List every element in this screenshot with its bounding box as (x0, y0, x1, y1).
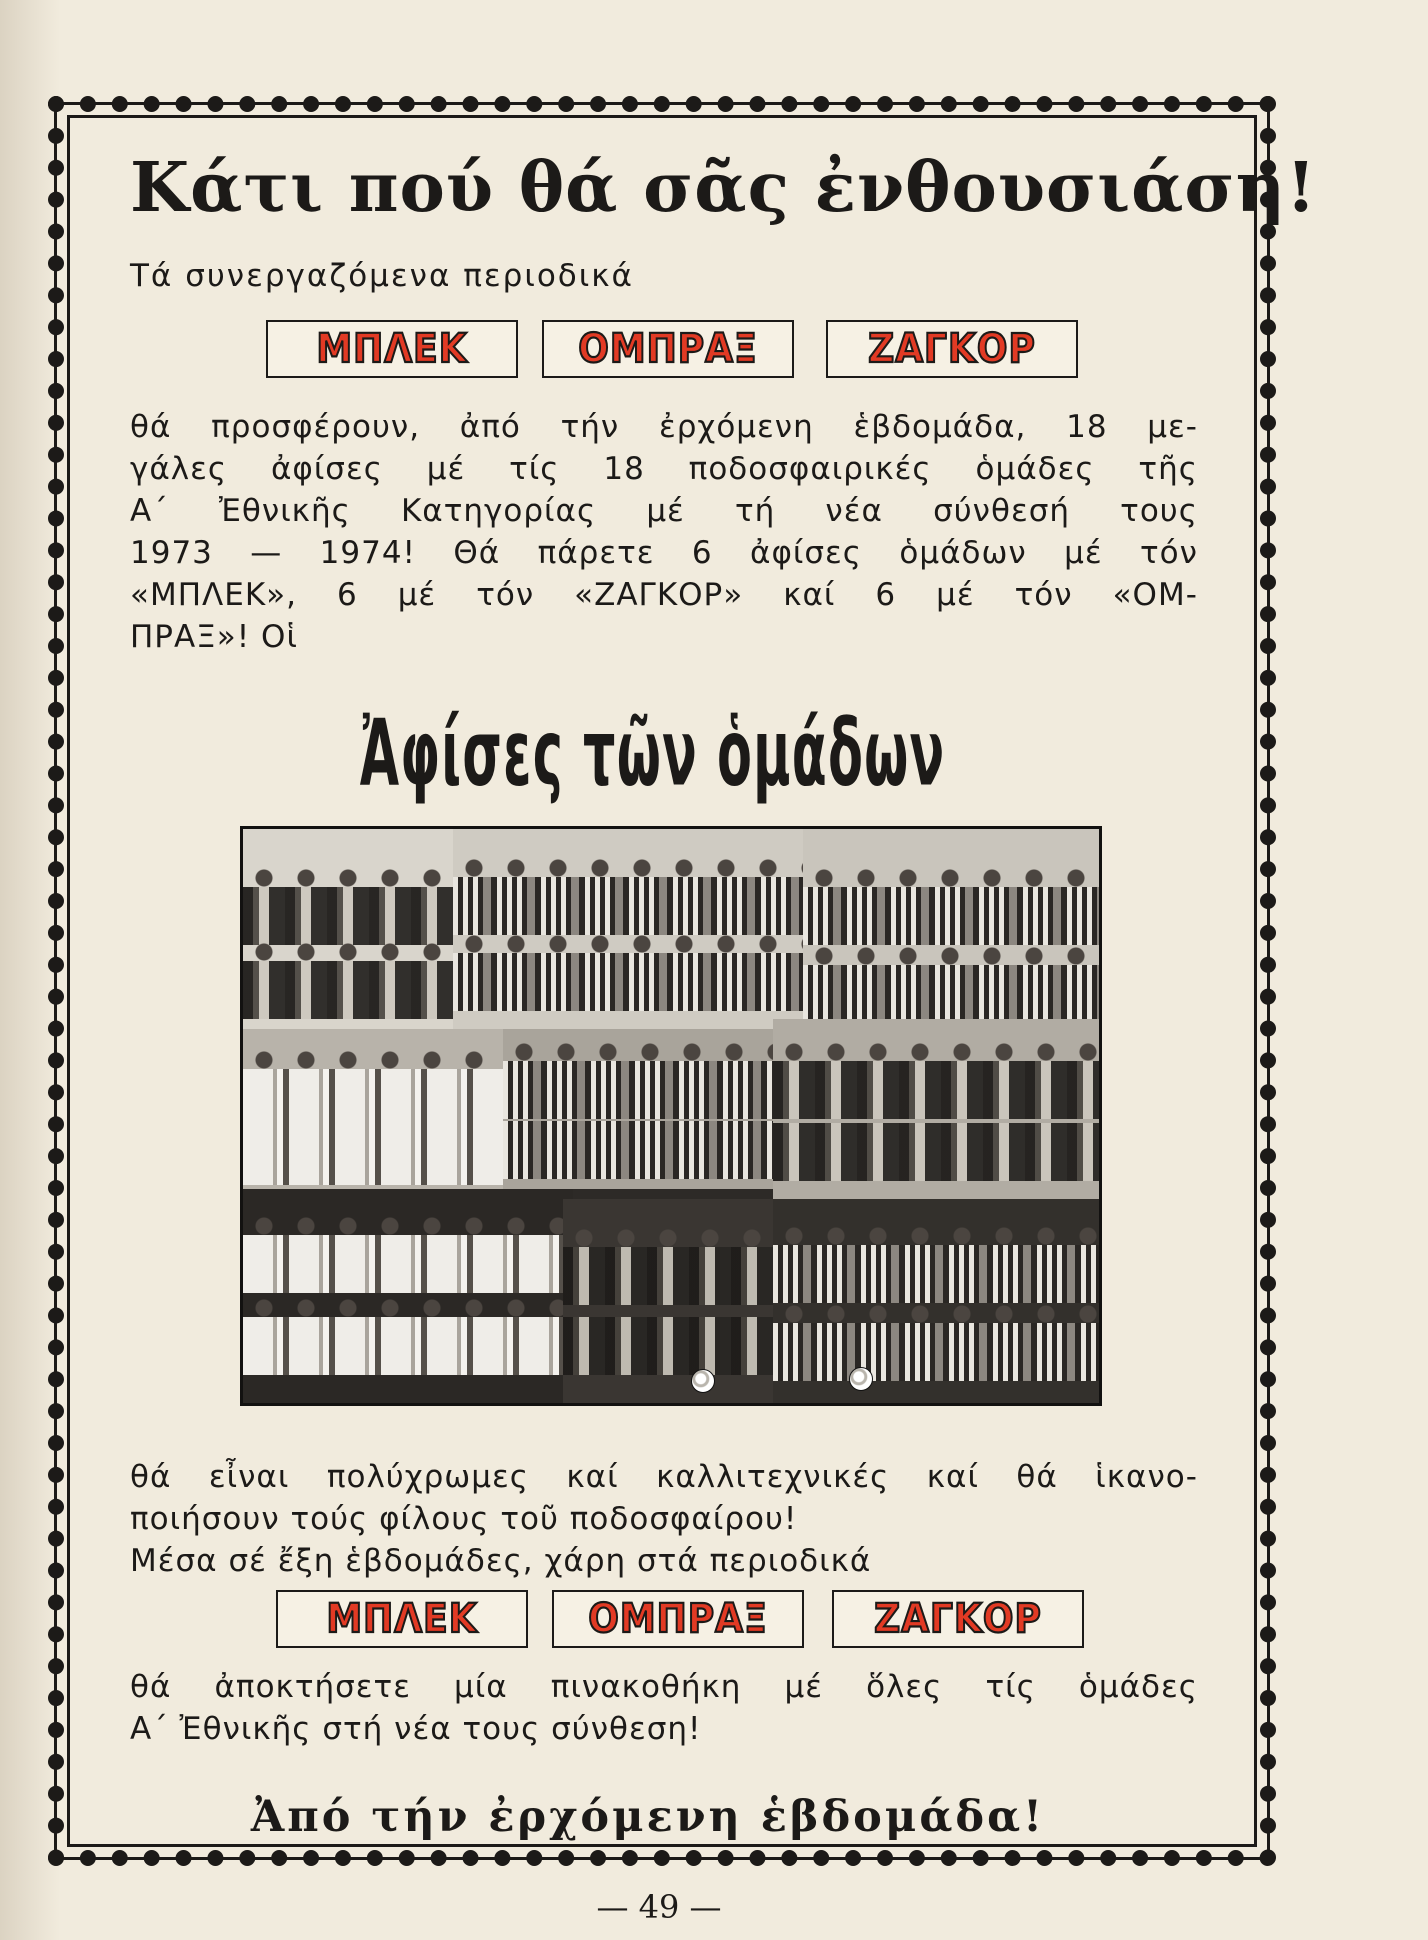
paragraph-1-line: «ΜΠΛΕΚ», 6 μέ τόν «ΖΑΓΚΟΡ» καί 6 μέ τόν «ΟΜ- (130, 577, 1198, 613)
team-photo-panel (243, 1029, 523, 1189)
logo-blek (266, 320, 518, 378)
paragraph-2-line: θά εἶναι πολύχρωμες καί καλλιτεχνικές καί θά ἱκανο- (130, 1459, 1198, 1495)
paragraph-2-line: Μέσα σέ ἔξη ἑβδομάδες, χάρη στά περιοδικά (130, 1543, 872, 1579)
closing-line: Ἀπό τήν ἐρχόμενη ἑβδομάδα! (250, 1792, 1046, 1842)
paragraph-1-line: 1973 — 1974! Θά πάρετε 6 ἀφίσες ὁμάδων μέ τόν (130, 535, 1198, 571)
paragraph-2 (130, 1456, 1198, 1582)
logo-ompraks-text: ΟΜΠΡΑΞ (578, 326, 758, 372)
paragraph-1-line: ΠΡΑΞ»! Οἱ (130, 619, 298, 655)
paragraph-1-line: Α΄ Ἐθνικῆς Κατηγορίας μέ τή νέα σύνθεσή τους (130, 493, 1198, 529)
football-icon (849, 1367, 873, 1391)
logo-zagor-text: ΖΑΓΚΟΡ (868, 326, 1036, 372)
headline: Κάτι πού θά σᾶς ἐνθουσιάση! (130, 148, 1317, 228)
logo-blek (276, 1590, 528, 1648)
team-photo-panel (453, 829, 813, 1029)
logo-blek-text: ΜΠΛΕΚ (316, 326, 468, 372)
page-number: — 49 — (596, 1888, 722, 1926)
intro-text: Τά συνεργαζόμενα περιοδικά (130, 258, 634, 294)
paragraph-1 (130, 406, 1198, 658)
paragraph-3-line: θά ἀποκτήσετε μία πινακοθήκη μέ ὅλες τίς ὁμάδες (130, 1669, 1198, 1705)
paragraph-3-line: Α΄ Ἐθνικῆς στή νέα τους σύνθεση! (130, 1711, 702, 1747)
logo-ompraks (542, 320, 794, 378)
team-photo-panel (773, 1199, 1102, 1406)
posters-title: Ἀφίσες τῶν ὁμάδων (359, 700, 946, 807)
paragraph-1-line: γάλες ἀφίσες μέ τίς 18 ποδοσφαιρικές ὁμάδες τῆς (130, 451, 1198, 487)
logo-zagor (832, 1590, 1084, 1648)
paragraph-3 (130, 1666, 1198, 1750)
team-photo-panel (503, 1029, 783, 1189)
team-photo-collage (240, 826, 1102, 1406)
paragraph-2-line: ποιήσουν τούς φίλους τοῦ ποδοσφαίρου! (130, 1501, 798, 1537)
team-photo-panel (243, 1189, 573, 1406)
logo-zagor (826, 320, 1078, 378)
team-photo-panel (563, 1199, 783, 1406)
logo-ompraks (552, 1590, 804, 1648)
team-photo-panel (773, 1019, 1102, 1199)
logo-ompraks-text: ΟΜΠΡΑΞ (588, 1596, 768, 1642)
logo-blek-text: ΜΠΛΕΚ (326, 1596, 478, 1642)
logo-zagor-text: ΖΑΓΚΟΡ (874, 1596, 1042, 1642)
football-icon (691, 1369, 715, 1393)
paragraph-1-line: θά προσφέρουν, ἀπό τήν ἐρχόμενη ἑβδομάδα, 18 με- (130, 409, 1198, 445)
